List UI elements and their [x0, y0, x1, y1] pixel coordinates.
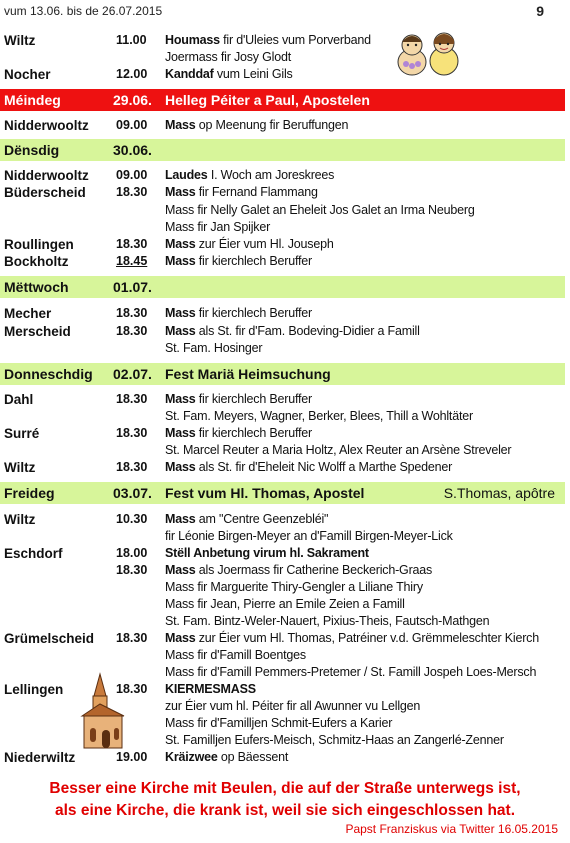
day-name: Méindeg — [4, 92, 61, 108]
list-item — [0, 117, 565, 134]
list-item — [0, 511, 565, 528]
feast-title: Fest Mariä Heimsuchung — [165, 366, 331, 382]
entry-text: Mass als St. fir d'Fam. Bodeving-Didier a Famill — [165, 324, 420, 338]
entry-text: Kanddaf vum Leini Gils — [165, 67, 293, 81]
list-item — [0, 253, 565, 270]
time: 18.30 — [116, 306, 148, 320]
place: Roullingen — [4, 237, 74, 252]
entry-text: St. Fam. Meyers, Wagner, Berker, Blees, Thill a Wohltäter — [165, 409, 473, 423]
entry-text: zur Éier vum hl. Péiter fir all Awunner vu Lellgen — [165, 699, 421, 713]
entry-text: Mass fir kierchlech Beruffer — [165, 392, 313, 406]
entry-text: fir Léonie Birgen-Meyer an d'Famill Birgen-Meyer-Lick — [165, 529, 453, 543]
list-item — [0, 425, 565, 442]
day-date: 01.07. — [113, 279, 152, 295]
entry-text: Mass op Meenung fir Beruffungen — [165, 118, 349, 132]
day-name: Freideg — [4, 485, 55, 501]
page-number: 9 — [536, 3, 544, 19]
list-item — [0, 236, 565, 253]
entry-text: Mass fir Fernand Flammang — [165, 185, 318, 199]
entry-text: Mass fir d'Famill Boentges — [165, 648, 306, 662]
entry-text: Houmass fir d'Uleies vum Porverband — [165, 33, 371, 47]
place: Eschdorf — [4, 546, 63, 561]
entry-text: Mass fir kierchlech Beruffer — [165, 254, 313, 268]
entry-text: Mass fir d'Famill Pemmers-Pretemer / St. Famill Jospeh Loes-Mersch — [165, 665, 537, 679]
list-item — [0, 613, 565, 630]
place: Mecher — [4, 306, 52, 321]
entry-text: Mass am "Centre Geenzebléi" — [165, 512, 329, 526]
list-item — [0, 49, 565, 66]
day-date: 02.07. — [113, 366, 152, 382]
day-date: 03.07. — [113, 485, 152, 501]
entry-text: Mass zur Éier vum Hl. Jouseph — [165, 237, 334, 251]
time: 09.00 — [116, 168, 148, 182]
place: Nidderwooltz — [4, 118, 89, 133]
place: Lellingen — [4, 682, 64, 697]
entry-text: Kräizwee op Bäessent — [165, 750, 289, 764]
day-name: Donneschdig — [4, 366, 93, 382]
entry-text: Mass fir Jean, Pierre an Emile Zeien a Famill — [165, 597, 405, 611]
time: 10.30 — [116, 512, 148, 526]
list-item — [0, 664, 565, 681]
day-band-tuesday — [0, 139, 565, 161]
time: 12.00 — [116, 67, 148, 81]
entry-text: St. Fam. Bintz-Weler-Nauert, Pixius-Theis, Fautsch-Mathgen — [165, 614, 490, 628]
time: 18.00 — [116, 546, 148, 560]
list-item — [0, 408, 565, 425]
day-band-wednesday — [0, 276, 565, 298]
list-item — [0, 32, 565, 49]
quote-line-1: Besser eine Kirche mit Beulen, die auf der Straße unterwegs ist, — [49, 780, 521, 797]
place: Wiltz — [4, 512, 36, 527]
list-item — [0, 66, 565, 83]
day-date: 29.06. — [113, 92, 152, 108]
list-item — [0, 219, 565, 236]
list-item — [0, 459, 565, 476]
quote-line-2: als eine Kirche, die krank ist, weil sie sich eingeschlossen hat. — [54, 802, 516, 819]
time: 18.30 — [116, 392, 148, 406]
time: 18.30 — [116, 185, 148, 199]
place: Merscheid — [4, 324, 71, 339]
list-item — [0, 579, 565, 596]
entry-text: St. Familljen Eufers-Meisch, Schmitz-Haas an Zangerlé-Zenner — [165, 733, 504, 747]
list-item — [0, 545, 565, 562]
time: 18.30 — [116, 631, 148, 645]
place: Wiltz — [4, 460, 36, 475]
entry-text: St. Marcel Reuter a Maria Holtz, Alex Reuter an Arsène Streveler — [165, 443, 512, 457]
time: 18.30 — [116, 682, 148, 696]
list-item — [0, 596, 565, 613]
place: Nidderwooltz — [4, 168, 89, 183]
entry-text: KIERMESMASS — [165, 682, 256, 696]
entry-text: Joermass fir Josy Glodt — [165, 50, 291, 64]
time: 18.30 — [116, 237, 148, 251]
entry-text: Mass fir Jan Spijker — [165, 220, 271, 234]
list-item — [0, 732, 565, 749]
day-name: Dënsdig — [4, 142, 60, 158]
entry-text: Mass fir Nelly Galet an Eheleit Jos Galet an Irma Neuberg — [165, 203, 475, 217]
feast-title: Helleg Péiter a Paul, Apostelen — [165, 92, 370, 108]
list-item — [0, 391, 565, 408]
time: 18.30 — [116, 460, 148, 474]
date-range: vum 13.06. bis de 26.07.2015 — [4, 4, 163, 18]
place: Wiltz — [4, 33, 36, 48]
list-item — [0, 647, 565, 664]
day-date: 30.06. — [113, 142, 152, 158]
entry-text: Laudes I. Woch am Joreskrees — [165, 168, 335, 182]
time: 09.00 — [116, 118, 148, 132]
time: 18.45 — [116, 254, 148, 268]
place: Grümelscheid — [4, 631, 95, 646]
time: 18.30 — [116, 563, 148, 577]
page-header — [4, 4, 544, 20]
list-item — [0, 528, 565, 545]
entry-text: Stëll Anbetung virum hl. Sakrament — [165, 546, 369, 560]
entry-text: Mass fir d'Familljen Schmit-Eufers a Karier — [165, 716, 393, 730]
place: Surré — [4, 426, 40, 441]
list-item — [0, 698, 565, 715]
place: Dahl — [4, 392, 34, 407]
list-item — [0, 323, 565, 340]
entry-text: Mass als St. fir d'Eheleit Nic Wolff a Marthe Spedener — [165, 460, 453, 474]
entry-text: Mass fir Marguerite Thiry-Gengler a Liliane Thiry — [165, 580, 423, 594]
list-item — [0, 681, 565, 698]
place: Büderscheid — [4, 185, 86, 200]
list-item — [0, 749, 565, 766]
list-item — [0, 305, 565, 322]
list-item — [0, 442, 565, 459]
time: 18.30 — [116, 324, 148, 338]
entry-text: Mass fir kierchlech Beruffer — [165, 426, 313, 440]
list-item — [0, 202, 565, 219]
feast-french: S.Thomas, apôtre — [443, 485, 555, 501]
place: Niederwiltz — [4, 750, 76, 765]
day-band-friday — [0, 482, 565, 504]
list-item — [0, 340, 565, 357]
entry-text: Mass als Joermass fir Catherine Beckerich-Graas — [165, 563, 433, 577]
list-item — [0, 562, 565, 579]
quote-credit: Papst Franziskus via Twitter 16.05.2015 — [345, 822, 558, 836]
list-item — [0, 715, 565, 732]
day-band-monday — [0, 89, 565, 111]
place: Nocher — [4, 67, 51, 82]
entry-text: St. Fam. Hosinger — [165, 341, 263, 355]
day-band-thursday — [0, 363, 565, 385]
time: 19.00 — [116, 750, 148, 764]
list-item — [0, 630, 565, 647]
place: Bockholtz — [4, 254, 69, 269]
list-item — [0, 184, 565, 201]
list-item — [0, 167, 565, 184]
time: 18.30 — [116, 426, 148, 440]
entry-text: Mass fir kierchlech Beruffer — [165, 306, 313, 320]
feast-title: Fest vum Hl. Thomas, Apostel — [165, 485, 365, 501]
day-name: Mëttwoch — [4, 279, 69, 295]
entry-text: Mass zur Éier vum Hl. Thomas, Patréiner v.d. Grëmmeleschter Kierch — [165, 631, 539, 645]
time: 11.00 — [116, 33, 147, 47]
